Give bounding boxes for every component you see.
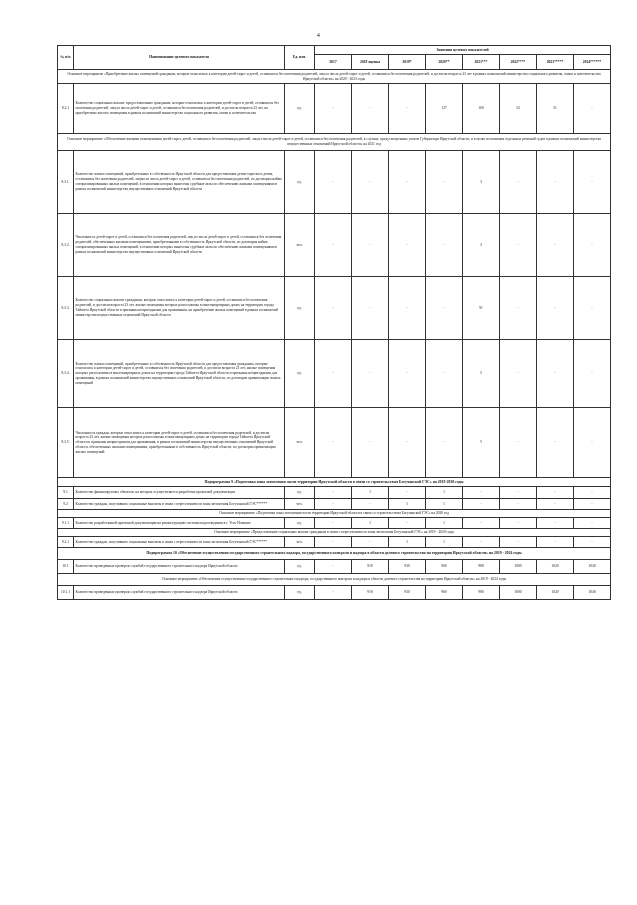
value-cell: 980 [463, 586, 500, 600]
table-row [58, 408, 611, 478]
value-cell: - [315, 214, 352, 277]
value-cell: - [463, 487, 500, 499]
subprogram-title: Подпрограмма 10 «Обеспечение осуществления государственного строительного надзора, государственного контроля и надзора в области долевого строительства на территории Иркутской области» на 2019 - 2024 годы [58, 548, 611, 560]
value-cell: - [500, 151, 537, 214]
unit-cell: ед. [285, 151, 315, 214]
value-cell: - [574, 537, 611, 548]
value-cell: 1 [352, 487, 389, 499]
section-row [58, 548, 611, 560]
value-cell: 1020 [537, 560, 574, 574]
value-cell: - [537, 487, 574, 499]
activity-title: Основное мероприятие «Приобретение жилых помещений гражданам, которые относились к категории детей-сирот и детей, оставшихся без попечения родителей, лиц из числа детей-сирот и детей, оставшихся без попечения родителей, и достигли возраста 23 лет в рамках полномочий министерства социального развития, опеки и попечительства Иркутской области» на 2020 - 2023 годы [58, 70, 611, 84]
value-cell: - [537, 537, 574, 548]
value-cell: 1040 [574, 560, 611, 574]
value-cell: - [389, 487, 426, 499]
value-cell: - [315, 408, 352, 478]
value-cell: 930 [389, 586, 426, 600]
table-row [58, 586, 611, 600]
indicator-name: Численность детей-сирот и детей, оставшихся без попечения родителей, лиц из числа детей-сирот и детей, оставшихся без попечения родителей, обеспеченных жилыми помещениями, приобретенными в собственность Иркутской области, по договорам найма специализированных жилых помещений, в отношении которых вынесены судебные акты по обеспечению жилыми помещениями в рамках полномочий министерства имущественных отношений Иркутской области [74, 214, 285, 277]
value-cell: - [537, 499, 574, 510]
value-cell: - [389, 340, 426, 408]
year-column-header: 2022**** [500, 55, 537, 70]
value-cell: 51 [537, 84, 574, 134]
value-cell: - [500, 499, 537, 510]
indicator-name: Количество проведенных проверок службой государственного строительного надзора Иркутской области [74, 560, 285, 574]
value-cell: 3 [463, 151, 500, 214]
unit-cell: чел. [285, 408, 315, 478]
value-cell: 127 [426, 84, 463, 134]
value-cell: 1 [426, 537, 463, 548]
value-cell: 1 [389, 537, 426, 548]
value-cell: - [574, 518, 611, 529]
year-column-header: 2018 оценка [352, 55, 389, 70]
unit-cell: ед. [285, 84, 315, 134]
value-cell: - [574, 487, 611, 499]
value-cell: 960 [426, 586, 463, 600]
indicator-name: Количество разработанной проектной документации на реконструкцию системы водоотведения в г. Усть-Илимске [74, 518, 285, 529]
row-number: 8.3.4. [58, 340, 74, 408]
value-cell: - [537, 151, 574, 214]
value-cell: - [500, 408, 537, 478]
value-cell: - [315, 277, 352, 340]
value-cell: - [389, 84, 426, 134]
unit-cell: ед. [285, 586, 315, 600]
year-column-header: 2024****** [574, 55, 611, 70]
value-cell: - [426, 151, 463, 214]
value-cell: 5 [463, 340, 500, 408]
unit-cell: чел. [285, 537, 315, 548]
value-cell: 1040 [574, 586, 611, 600]
activity-title: Основное мероприятие «Обеспечение осуществления государственного строительного надзора, государственного контроля и надзора в области долевого строительства на территории Иркутской области» на 2019 - 2024 годы [58, 574, 611, 586]
value-cell: - [389, 151, 426, 214]
indicator-table [57, 45, 611, 600]
row-number: 8.3.3. [58, 277, 74, 340]
table-row [58, 537, 611, 548]
year-column-header: 2020** [426, 55, 463, 70]
unit-cell: ед. [285, 518, 315, 529]
name-column-header: Наименование целевого показателя [74, 46, 285, 70]
value-cell: 1 [426, 518, 463, 529]
value-cell: - [389, 277, 426, 340]
row-number: 9.2 [58, 499, 74, 510]
table-row [58, 151, 611, 214]
table-body [58, 70, 611, 600]
value-cell: 3 [463, 214, 500, 277]
section-row [58, 510, 611, 518]
value-cell: - [574, 214, 611, 277]
value-cell: 960 [426, 560, 463, 574]
indicator-name: Количество жилых помещений, приобретенных в собственность Иркутской области для предоставления гражданам, которые относились к категории детей-сирот и детей, оставшихся без попечения родителей, и достигли возраста 23 лет, жилые помещения которых расположены в многоквартирных домах на территории города Тайшета Иркутской области и признаны непригодными для проживания, в рамках полномочий министерства имущественных отношений Иркутской области, по договорам приватизации жилых помещений [74, 340, 285, 408]
value-cell: - [315, 487, 352, 499]
value-cell: 930 [389, 560, 426, 574]
row-number: 8.3.2. [58, 214, 74, 277]
unit-cell: ед. [285, 487, 315, 499]
value-cell: 980 [463, 560, 500, 574]
table-row [58, 340, 611, 408]
value-cell: - [389, 214, 426, 277]
values-group-header: Значения целевых показателей [315, 46, 611, 55]
value-cell: - [352, 340, 389, 408]
value-cell: - [352, 408, 389, 478]
value-cell: - [500, 537, 537, 548]
table-row [58, 277, 611, 340]
value-cell: - [389, 518, 426, 529]
value-cell: - [426, 277, 463, 340]
row-number: 8.2.1 [58, 84, 74, 134]
indicator-name: Количество граждан, получивших социальные выплаты в связи с переселением из зоны затопления Богучанской ГЭС****** [74, 537, 285, 548]
value-cell: - [352, 214, 389, 277]
unit-cell: ед. [285, 277, 315, 340]
value-cell: 1000 [500, 586, 537, 600]
activity-title: Основное мероприятие «Предоставление социальных выплат гражданам в связи с переселением из зоны затопления Богучанской ГЭС» на 2019 - 2020 годы [58, 529, 611, 537]
value-cell: - [500, 277, 537, 340]
value-cell: 91 [463, 277, 500, 340]
value-cell: - [352, 151, 389, 214]
year-column-header: 2017 [315, 55, 352, 70]
indicator-name: Количество граждан, получивших социальные выплаты в связи с переселением из зоны затопления Богучанской ГЭС****** [74, 499, 285, 510]
year-column-header: 2019* [389, 55, 426, 70]
value-cell: 910 [352, 586, 389, 600]
value-cell: 52 [500, 84, 537, 134]
value-cell: - [463, 499, 500, 510]
value-cell: - [352, 84, 389, 134]
row-number: 9.1 [58, 487, 74, 499]
value-cell: - [352, 537, 389, 548]
value-cell: - [574, 408, 611, 478]
value-cell: - [574, 277, 611, 340]
value-cell: - [574, 151, 611, 214]
unit-cell: чел. [285, 499, 315, 510]
value-cell: - [537, 340, 574, 408]
value-cell: - [500, 214, 537, 277]
value-cell: - [574, 340, 611, 408]
year-column-header: 2021*** [463, 55, 500, 70]
section-row [58, 478, 611, 487]
value-cell: - [463, 537, 500, 548]
indicator-name: Количество социальных выплат гражданам, которые относились к категории детей-сирот и детей, оставшихся без попечения родителей, и достигли возраста 23 лет, жилые помещения которых расположены в многоквартирных домах на территории города Тайшета Иркутской области и признаны непригодными для проживания, на приобретение жилых помещений в рамках полномочий министерства имущественных отношений Иркутской области [74, 277, 285, 340]
value-cell: - [315, 586, 352, 600]
value-cell: - [426, 214, 463, 277]
value-cell: - [315, 518, 352, 529]
table-header [58, 46, 611, 70]
row-number: 8.3.1. [58, 151, 74, 214]
row-number: 9.1.1 [58, 518, 74, 529]
value-cell: 160 [463, 84, 500, 134]
value-cell: 5 [463, 408, 500, 478]
value-cell: - [500, 487, 537, 499]
year-column-header: 2023***** [537, 55, 574, 70]
value-cell: - [537, 214, 574, 277]
value-cell: 1000 [500, 560, 537, 574]
value-cell: - [537, 408, 574, 478]
value-cell: - [315, 560, 352, 574]
section-row [58, 529, 611, 537]
value-cell: 1 [352, 518, 389, 529]
section-row [58, 70, 611, 84]
value-cell: - [574, 84, 611, 134]
value-cell: - [315, 340, 352, 408]
row-number: 8.3.5. [58, 408, 74, 478]
value-cell: - [537, 277, 574, 340]
value-cell: - [574, 499, 611, 510]
section-row [58, 574, 611, 586]
table-row [58, 214, 611, 277]
value-cell: - [315, 151, 352, 214]
value-cell: - [352, 277, 389, 340]
activity-title: Основное мероприятие «Обеспечение жилыми помещениями детей-сирот, детей, оставшихся без попечения родителей, лиц из числа детей-сирот и детей, оставшихся без попечения родителей, в случаях, предусмотренных указом Губернатора Иркутской области, и в целях исполнения отдельных решений судов в рамках полномочий министерства имущественных отношений Иркутской области» на 2021 год [58, 134, 611, 151]
row-number: 9.2.1 [58, 537, 74, 548]
value-cell: 1020 [537, 586, 574, 600]
table-row [58, 499, 611, 510]
value-cell: 910 [352, 560, 389, 574]
activity-title: Основное мероприятие «Подготовка зоны затопления части территории Иркутской области в связи со строительством Богучанской ГЭС» на 2020 год [58, 510, 611, 518]
value-cell: 1 [426, 499, 463, 510]
indicator-name: Количество финансируемых объектов, на которых осуществляется разработка проектной документации [74, 487, 285, 499]
indicator-name: Количество социальных выплат, предоставленных гражданам, которые относились к категории детей-сирот и детей, оставшихся без попечения родителей, лиц из числа детей-сирот и детей, оставшихся без попечения родителей, и достигли возраста 23 лет, на приобретение жилого помещения в рамках полномочий министерства социального развития, опеки и попечительства [74, 84, 285, 134]
section-row [58, 134, 611, 151]
indicator-name: Количество проведенных проверок службой государственного строительного надзора Иркутской области [74, 586, 285, 600]
value-cell: - [315, 537, 352, 548]
row-number: 10.1.1 [58, 586, 74, 600]
value-cell: - [500, 518, 537, 529]
indicator-name: Количество жилых помещений, приобретенных в собственность Иркутской области для предоставления детям-сиротам и детям, оставшимся без попечения родителей, лицам из числа детей-сирот и детей, оставшихся без попечения родителей, по договорам найма специализированных жилых помещений, в отношении которых вынесены судебные акты по обеспечению жилыми помещениями в рамках полномочий министерства имущественных отношений Иркутской области [74, 151, 285, 214]
value-cell: 1 [426, 487, 463, 499]
indicator-name: Численность граждан, которые относились к категории детей-сирот и детей, оставшихся без попечения родителей, и достигли возраста 23 лет, жилые помещения которых расположены в многоквартирных домах на территории города Тайшета Иркутской области и признаны непригодными для проживания, в рамках полномочий министерства имущественных отношений Иркутской области, обеспеченных жилыми помещениями, приобретенными в собственность Иркутской области, по договорам приватизации жилых помещений [74, 408, 285, 478]
value-cell: - [426, 408, 463, 478]
table-row [58, 84, 611, 134]
value-cell: - [352, 499, 389, 510]
table-row [58, 560, 611, 574]
table-row [58, 487, 611, 499]
unit-column-header: Ед. изм. [285, 46, 315, 70]
page-number: 4 [316, 33, 321, 39]
value-cell: 1 [389, 499, 426, 510]
row-number: 10.1 [58, 560, 74, 574]
value-cell: - [537, 518, 574, 529]
value-cell: - [315, 499, 352, 510]
table-row [58, 518, 611, 529]
value-cell: - [426, 340, 463, 408]
unit-cell: чел. [285, 214, 315, 277]
value-cell: - [500, 340, 537, 408]
unit-cell: ед. [285, 340, 315, 408]
unit-cell: ед. [285, 560, 315, 574]
value-cell: - [463, 518, 500, 529]
value-cell: - [389, 408, 426, 478]
num-column-header: № п/п [58, 46, 74, 70]
subprogram-title: Подпрограмма 9 «Подготовка зоны затопления части территории Иркутской области в связи со строительством Богучанской ГЭС» на 2019-2020 годы [58, 478, 611, 487]
value-cell: - [315, 84, 352, 134]
